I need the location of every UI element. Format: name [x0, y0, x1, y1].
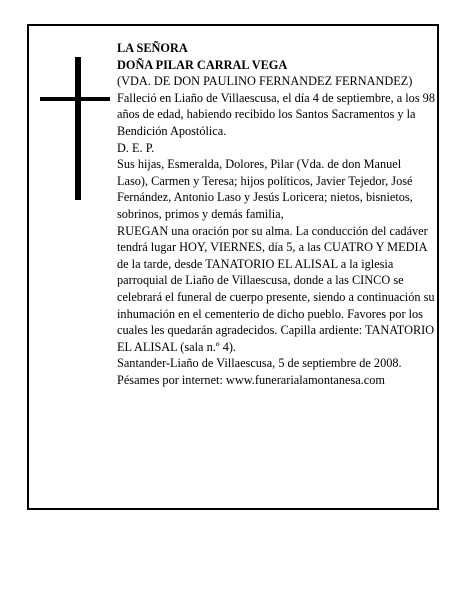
- obituary-notice: [27, 24, 439, 510]
- notice-text: [117, 40, 435, 388]
- deceased-name: DOÑA PILAR CARRAL VEGA: [117, 57, 288, 72]
- cross-beam: [40, 97, 110, 101]
- cross-post: [75, 57, 81, 200]
- cross-icon: [40, 57, 118, 200]
- widow-of: (VDA. DE DON PAULINO FERNANDEZ FERNANDEZ): [117, 74, 413, 89]
- death-info: Falleció en Liaño de Villaescusa, el día 4 de septiembre, a los 98 años de edad, habiendo recibido los Santos Sacramentos y la Bendición Apostólica.: [117, 90, 435, 138]
- family-list: Sus hijas, Esmeralda, Dolores, Pilar (Vda. de don Manuel Laso), Carmen y Teresa; hijos políticos, Javier Tejedor, José Fernández, Antonio Laso y Jesús Loricera; nietos, bisnietos, sobrinos, primos y demás familia,: [117, 157, 413, 221]
- notice-title: LA SEÑORA: [117, 41, 188, 55]
- funeral-request: RUEGAN una oración por su alma. La conducción del cadáver tendrá lugar HOY, VIERNES, día 5, a las CUATRO Y MEDIA de la tarde, desde TANATORIO EL ALISAL a la iglesia parroquial de Liaño de Villaescusa, donde a las CINCO se celebrará el funeral de cuerpo presente, siendo a continuación su inhumación en el cementerio de dicho pueblo. Favores por los cuales les quedarán agradecidos. Capilla ardiente: TANATORIO EL ALISAL (sala n.º 4).: [117, 223, 435, 354]
- place-date: Santander-Liaño de Villaescusa, 5 de septiembre de 2008.: [117, 356, 402, 371]
- condolences: Pésames por internet: www.funerarialamontanesa.com: [117, 372, 385, 387]
- rip: D. E. P.: [117, 140, 155, 155]
